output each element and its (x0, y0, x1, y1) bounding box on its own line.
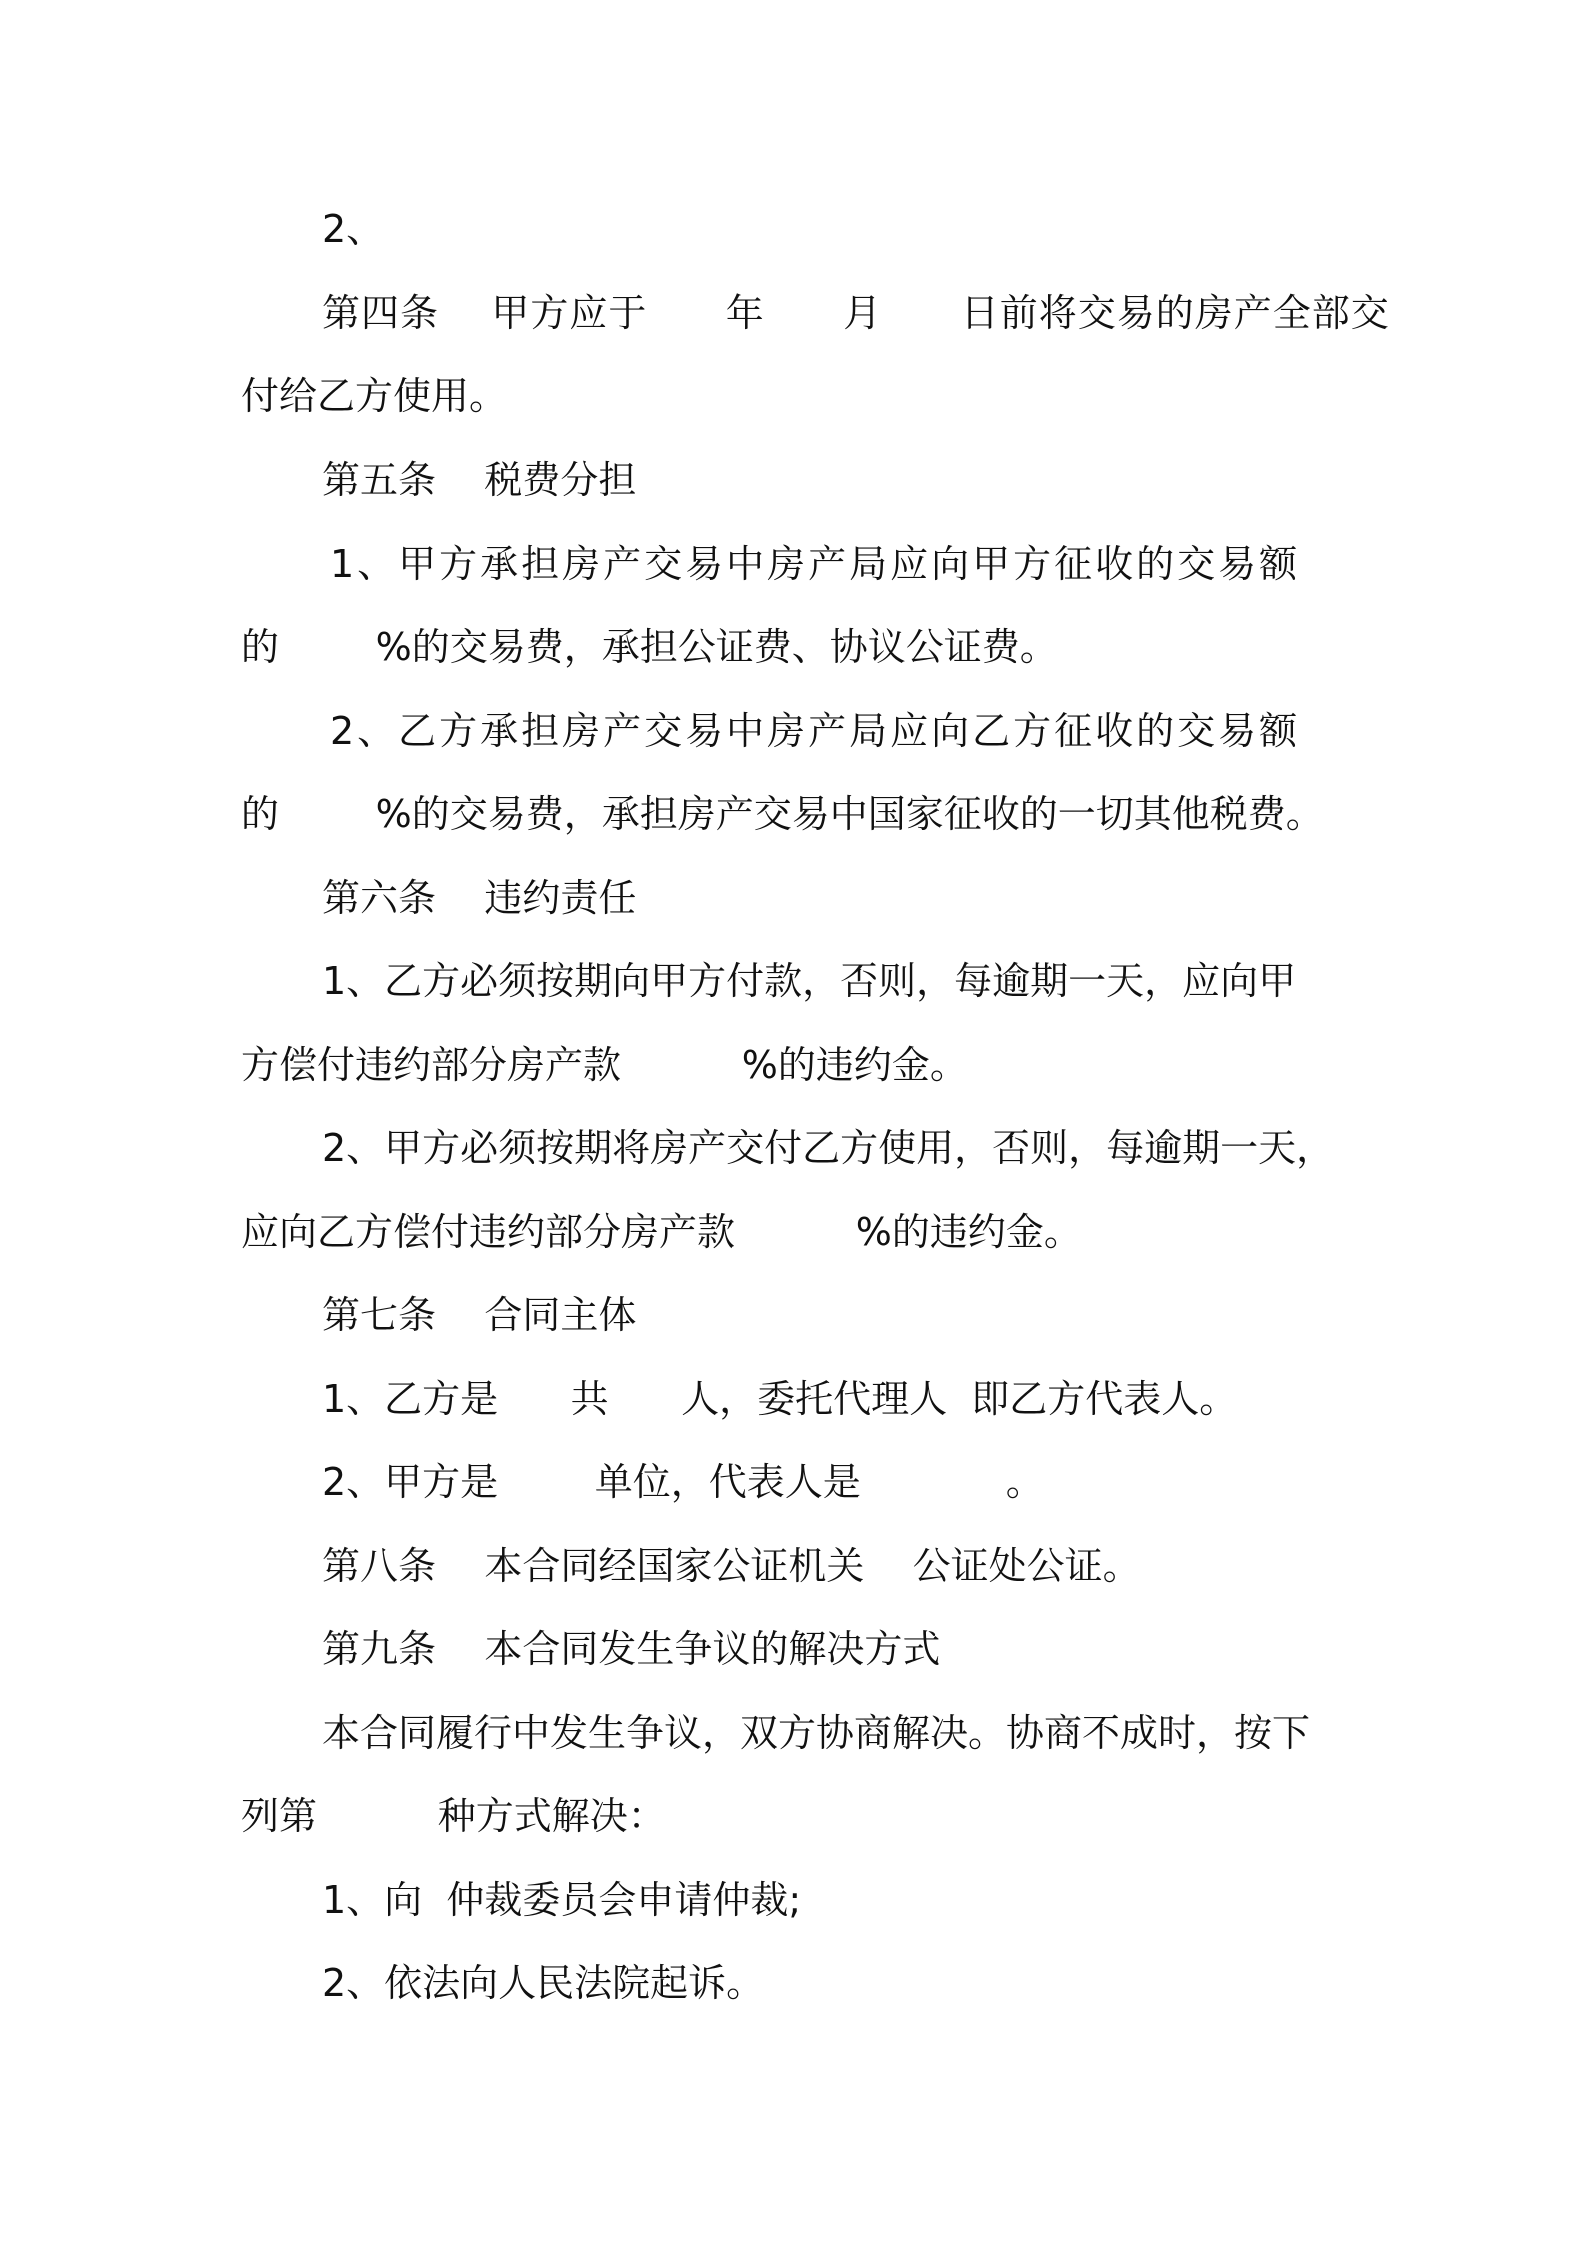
article-6-item-1-line-1: 1、乙方必须按期向甲方付款，否则，每逾期一天，应向甲 (322, 959, 1297, 1003)
article-9-item-2: 2、依法向人民法院起诉。 (322, 1961, 765, 2005)
article-9-body-line-2: 列第 种方式解决： (241, 1794, 666, 1838)
article-9-heading: 第九条 本合同发生争议的解决方式 (322, 1627, 941, 1671)
article-4-line-1: 第四条 甲方应于 年 月 日前将交易的房产全部交 (322, 291, 1390, 335)
article-7-heading: 第七条 合同主体 (322, 1293, 637, 1337)
article-9-item-1: 1、向 仲裁委员会申请仲裁; (322, 1878, 802, 1922)
article-5-item-2-line-1: 2、乙方承担房产交易中房产局应向乙方征收的交易额 (330, 709, 1301, 753)
article-7-item-1: 1、乙方是 共 人，委托代理人 即乙方代表人。 (322, 1377, 1238, 1421)
article-6-item-2-line-1: 2、甲方必须按期将房产交付乙方使用，否则，每逾期一天， (322, 1126, 1335, 1170)
article-4-line-2: 付给乙方使用。 (241, 374, 508, 418)
article-7-item-2: 2、甲方是 单位，代表人是 。 (322, 1460, 1044, 1504)
article-8: 第八条 本合同经国家公证机关 公证处公证。 (322, 1544, 1141, 1588)
article-5-item-1-line-1: 1、甲方承担房产交易中房产局应向甲方征收的交易额 (330, 542, 1301, 586)
article-5-heading: 第五条 税费分担 (322, 458, 637, 502)
article-6-item-2-line-2: 应向乙方偿付违约部分房产款 %的违约金。 (241, 1210, 1082, 1254)
article-5-item-1-line-2: 的 %的交易费，承担公证费、协议公证费。 (241, 625, 1058, 669)
article-9-body-line-1: 本合同履行中发生争议，双方协商解决。协商不成时，按下 (322, 1711, 1311, 1755)
article-5-item-2-line-2: 的 %的交易费，承担房产交易中国家征收的一切其他税费。 (241, 792, 1324, 836)
article-6-item-1-line-2: 方偿付违约部分房产款 %的违约金。 (241, 1043, 968, 1087)
clause-3-item-2: 2、 (322, 207, 385, 251)
article-6-heading: 第六条 违约责任 (322, 876, 637, 920)
